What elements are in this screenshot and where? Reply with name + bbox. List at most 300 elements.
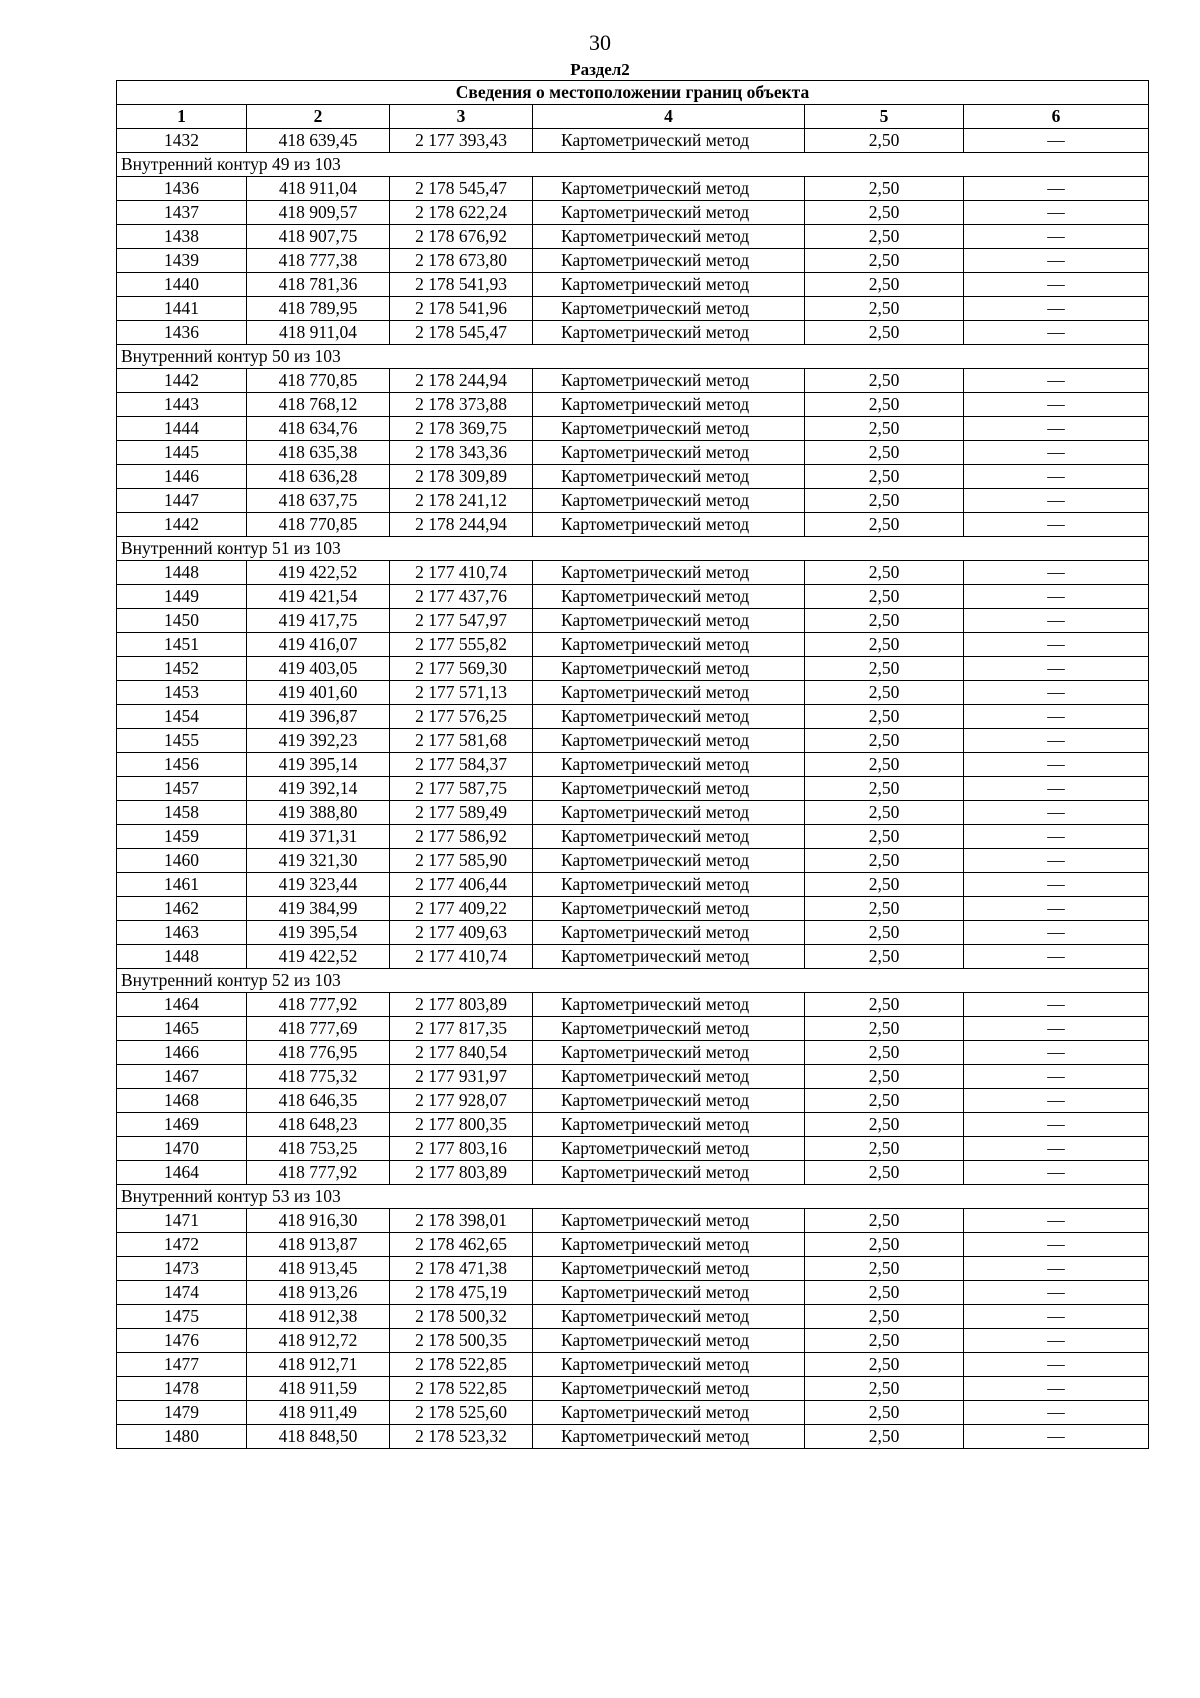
description-cell: — [964,129,1149,153]
accuracy-cell: 2,50 [805,1137,964,1161]
table-row [117,1065,1149,1089]
accuracy-cell: 2,50 [805,753,964,777]
description-cell: — [964,393,1149,417]
table-row [117,489,1149,513]
contour-group-row [117,345,1149,369]
point-number-cell: 1454 [117,705,247,729]
column-number: 2 [247,105,390,129]
accuracy-cell: 2,50 [805,633,964,657]
x-coordinate-cell: 419 422,52 [247,945,390,969]
method-cell: Картометрический метод [533,129,805,153]
description-cell: — [964,753,1149,777]
point-number-cell: 1470 [117,1137,247,1161]
table-row [117,681,1149,705]
accuracy-cell: 2,50 [805,1353,964,1377]
table-caption-row [117,81,1149,105]
table-row [117,441,1149,465]
boundary-table [116,80,1149,1449]
description-cell: — [964,417,1149,441]
description-cell: — [964,1353,1149,1377]
accuracy-cell: 2,50 [805,1257,964,1281]
accuracy-cell: 2,50 [805,489,964,513]
x-coordinate-cell: 418 777,38 [247,249,390,273]
x-coordinate-cell: 419 422,52 [247,561,390,585]
point-number-cell: 1459 [117,825,247,849]
method-cell: Картометрический метод [533,777,805,801]
description-cell: — [964,681,1149,705]
x-coordinate-cell: 418 907,75 [247,225,390,249]
accuracy-cell: 2,50 [805,1377,964,1401]
table-row [117,609,1149,633]
y-coordinate-cell: 2 177 576,25 [390,705,533,729]
description-cell: — [964,777,1149,801]
table-row [117,1137,1149,1161]
point-number-cell: 1466 [117,1041,247,1065]
method-cell: Картометрический метод [533,681,805,705]
x-coordinate-cell: 418 911,04 [247,321,390,345]
y-coordinate-cell: 2 178 673,80 [390,249,533,273]
point-number-cell: 1458 [117,801,247,825]
accuracy-cell: 2,50 [805,201,964,225]
accuracy-cell: 2,50 [805,1161,964,1185]
y-coordinate-cell: 2 178 525,60 [390,1401,533,1425]
description-cell: — [964,873,1149,897]
x-coordinate-cell: 419 371,31 [247,825,390,849]
table-row [117,129,1149,153]
description-cell: — [964,633,1149,657]
table-row [117,1281,1149,1305]
point-number-cell: 1465 [117,1017,247,1041]
accuracy-cell: 2,50 [805,249,964,273]
point-number-cell: 1449 [117,585,247,609]
description-cell: — [964,465,1149,489]
method-cell: Картометрический метод [533,825,805,849]
method-cell: Картометрический метод [533,1017,805,1041]
y-coordinate-cell: 2 177 817,35 [390,1017,533,1041]
point-number-cell: 1436 [117,177,247,201]
table-row [117,873,1149,897]
accuracy-cell: 2,50 [805,177,964,201]
column-number: 6 [964,105,1149,129]
accuracy-cell: 2,50 [805,849,964,873]
table-row [117,201,1149,225]
description-cell: — [964,585,1149,609]
method-cell: Картометрический метод [533,273,805,297]
accuracy-cell: 2,50 [805,825,964,849]
accuracy-cell: 2,50 [805,1425,964,1449]
description-cell: — [964,489,1149,513]
description-cell: — [964,945,1149,969]
x-coordinate-cell: 418 770,85 [247,513,390,537]
description-cell: — [964,1161,1149,1185]
method-cell: Картометрический метод [533,729,805,753]
x-coordinate-cell: 419 395,54 [247,921,390,945]
x-coordinate-cell: 419 403,05 [247,657,390,681]
point-number-cell: 1477 [117,1353,247,1377]
y-coordinate-cell: 2 177 410,74 [390,945,533,969]
accuracy-cell: 2,50 [805,225,964,249]
y-coordinate-cell: 2 178 545,47 [390,177,533,201]
accuracy-cell: 2,50 [805,585,964,609]
description-cell: — [964,1017,1149,1041]
table-row [117,273,1149,297]
accuracy-cell: 2,50 [805,777,964,801]
description-cell: — [964,1041,1149,1065]
y-coordinate-cell: 2 178 676,92 [390,225,533,249]
description-cell: — [964,897,1149,921]
method-cell: Картометрический метод [533,1041,805,1065]
x-coordinate-cell: 418 768,12 [247,393,390,417]
method-cell: Картометрический метод [533,1113,805,1137]
x-coordinate-cell: 419 384,99 [247,897,390,921]
x-coordinate-cell: 418 770,85 [247,369,390,393]
point-number-cell: 1462 [117,897,247,921]
y-coordinate-cell: 2 178 244,94 [390,369,533,393]
table-row [117,1377,1149,1401]
description-cell: — [964,801,1149,825]
accuracy-cell: 2,50 [805,417,964,441]
table-row [117,1329,1149,1353]
description-cell: — [964,1377,1149,1401]
x-coordinate-cell: 418 777,69 [247,1017,390,1041]
point-number-cell: 1441 [117,297,247,321]
method-cell: Картометрический метод [533,1401,805,1425]
table-row [117,705,1149,729]
y-coordinate-cell: 2 177 581,68 [390,729,533,753]
accuracy-cell: 2,50 [805,873,964,897]
method-cell: Картометрический метод [533,705,805,729]
y-coordinate-cell: 2 178 462,65 [390,1233,533,1257]
accuracy-cell: 2,50 [805,1113,964,1137]
x-coordinate-cell: 419 321,30 [247,849,390,873]
contour-group-row [117,537,1149,561]
point-number-cell: 1464 [117,993,247,1017]
y-coordinate-cell: 2 177 800,35 [390,1113,533,1137]
table-row [117,393,1149,417]
method-cell: Картометрический метод [533,1137,805,1161]
y-coordinate-cell: 2 177 555,82 [390,633,533,657]
method-cell: Картометрический метод [533,441,805,465]
y-coordinate-cell: 2 177 803,89 [390,1161,533,1185]
x-coordinate-cell: 418 913,87 [247,1233,390,1257]
method-cell: Картометрический метод [533,609,805,633]
table-row [117,1209,1149,1233]
method-cell: Картометрический метод [533,873,805,897]
accuracy-cell: 2,50 [805,1041,964,1065]
y-coordinate-cell: 2 178 373,88 [390,393,533,417]
method-cell: Картометрический метод [533,849,805,873]
accuracy-cell: 2,50 [805,1329,964,1353]
point-number-cell: 1453 [117,681,247,705]
x-coordinate-cell: 418 912,38 [247,1305,390,1329]
description-cell: — [964,1137,1149,1161]
x-coordinate-cell: 418 789,95 [247,297,390,321]
contour-group-label: Внутренний контур 53 из 103 [117,1185,1149,1209]
y-coordinate-cell: 2 178 541,93 [390,273,533,297]
accuracy-cell: 2,50 [805,273,964,297]
method-cell: Картометрический метод [533,1329,805,1353]
contour-group-label: Внутренний контур 49 из 103 [117,153,1149,177]
method-cell: Картометрический метод [533,249,805,273]
y-coordinate-cell: 2 177 393,43 [390,129,533,153]
y-coordinate-cell: 2 178 622,24 [390,201,533,225]
table-row [117,561,1149,585]
y-coordinate-cell: 2 177 587,75 [390,777,533,801]
y-coordinate-cell: 2 178 523,32 [390,1425,533,1449]
x-coordinate-cell: 418 916,30 [247,1209,390,1233]
point-number-cell: 1468 [117,1089,247,1113]
point-number-cell: 1443 [117,393,247,417]
column-number: 4 [533,105,805,129]
y-coordinate-cell: 2 177 928,07 [390,1089,533,1113]
column-numbers-row [117,105,1149,129]
y-coordinate-cell: 2 177 569,30 [390,657,533,681]
description-cell: — [964,1305,1149,1329]
method-cell: Картометрический метод [533,225,805,249]
x-coordinate-cell: 418 911,04 [247,177,390,201]
accuracy-cell: 2,50 [805,681,964,705]
method-cell: Картометрический метод [533,417,805,441]
accuracy-cell: 2,50 [805,801,964,825]
method-cell: Картометрический метод [533,1209,805,1233]
x-coordinate-cell: 418 646,35 [247,1089,390,1113]
accuracy-cell: 2,50 [805,609,964,633]
accuracy-cell: 2,50 [805,561,964,585]
point-number-cell: 1463 [117,921,247,945]
description-cell: — [964,297,1149,321]
point-number-cell: 1438 [117,225,247,249]
method-cell: Картометрический метод [533,1089,805,1113]
accuracy-cell: 2,50 [805,1401,964,1425]
y-coordinate-cell: 2 177 586,92 [390,825,533,849]
accuracy-cell: 2,50 [805,297,964,321]
x-coordinate-cell: 418 913,26 [247,1281,390,1305]
method-cell: Картометрический метод [533,897,805,921]
table-row [117,225,1149,249]
x-coordinate-cell: 419 388,80 [247,801,390,825]
table-row [117,777,1149,801]
table-row [117,1425,1149,1449]
method-cell: Картометрический метод [533,993,805,1017]
x-coordinate-cell: 418 636,28 [247,465,390,489]
table-row [117,513,1149,537]
point-number-cell: 1478 [117,1377,247,1401]
description-cell: — [964,201,1149,225]
accuracy-cell: 2,50 [805,393,964,417]
method-cell: Картометрический метод [533,801,805,825]
point-number-cell: 1448 [117,945,247,969]
x-coordinate-cell: 418 648,23 [247,1113,390,1137]
contour-group-label: Внутренний контур 51 из 103 [117,537,1149,561]
x-coordinate-cell: 418 848,50 [247,1425,390,1449]
description-cell: — [964,225,1149,249]
y-coordinate-cell: 2 177 803,89 [390,993,533,1017]
description-cell: — [964,177,1149,201]
y-coordinate-cell: 2 178 475,19 [390,1281,533,1305]
table-row [117,321,1149,345]
contour-group-row [117,153,1149,177]
point-number-cell: 1473 [117,1257,247,1281]
accuracy-cell: 2,50 [805,921,964,945]
x-coordinate-cell: 419 396,87 [247,705,390,729]
method-cell: Картометрический метод [533,585,805,609]
point-number-cell: 1472 [117,1233,247,1257]
column-number: 3 [390,105,533,129]
point-number-cell: 1451 [117,633,247,657]
table-row [117,945,1149,969]
table-row [117,249,1149,273]
y-coordinate-cell: 2 178 309,89 [390,465,533,489]
method-cell: Картометрический метод [533,297,805,321]
x-coordinate-cell: 418 777,92 [247,1161,390,1185]
y-coordinate-cell: 2 177 803,16 [390,1137,533,1161]
y-coordinate-cell: 2 178 541,96 [390,297,533,321]
method-cell: Картометрический метод [533,1425,805,1449]
description-cell: — [964,273,1149,297]
table-row [117,849,1149,873]
point-number-cell: 1450 [117,609,247,633]
y-coordinate-cell: 2 177 585,90 [390,849,533,873]
y-coordinate-cell: 2 178 369,75 [390,417,533,441]
table-row [117,1041,1149,1065]
method-cell: Картометрический метод [533,1377,805,1401]
column-number: 5 [805,105,964,129]
point-number-cell: 1448 [117,561,247,585]
point-number-cell: 1464 [117,1161,247,1185]
description-cell: — [964,441,1149,465]
y-coordinate-cell: 2 177 410,74 [390,561,533,585]
accuracy-cell: 2,50 [805,321,964,345]
x-coordinate-cell: 418 634,76 [247,417,390,441]
table-row [117,465,1149,489]
point-number-cell: 1437 [117,201,247,225]
y-coordinate-cell: 2 177 931,97 [390,1065,533,1089]
method-cell: Картометрический метод [533,657,805,681]
description-cell: — [964,1233,1149,1257]
method-cell: Картометрический метод [533,753,805,777]
method-cell: Картометрический метод [533,921,805,945]
section-title: Раздел2 [570,60,630,79]
y-coordinate-cell: 2 178 500,32 [390,1305,533,1329]
x-coordinate-cell: 418 912,72 [247,1329,390,1353]
y-coordinate-cell: 2 178 471,38 [390,1257,533,1281]
table-row [117,1089,1149,1113]
contour-group-label: Внутренний контур 50 из 103 [117,345,1149,369]
x-coordinate-cell: 419 323,44 [247,873,390,897]
table-row [117,897,1149,921]
description-cell: — [964,1209,1149,1233]
contour-group-row [117,1185,1149,1209]
table-row [117,369,1149,393]
accuracy-cell: 2,50 [805,705,964,729]
description-cell: — [964,561,1149,585]
point-number-cell: 1467 [117,1065,247,1089]
description-cell: — [964,609,1149,633]
table-row [117,921,1149,945]
accuracy-cell: 2,50 [805,513,964,537]
x-coordinate-cell: 418 909,57 [247,201,390,225]
point-number-cell: 1436 [117,321,247,345]
point-number-cell: 1475 [117,1305,247,1329]
method-cell: Картометрический метод [533,1257,805,1281]
description-cell: — [964,1065,1149,1089]
description-cell: — [964,1257,1149,1281]
x-coordinate-cell: 418 775,32 [247,1065,390,1089]
table-row [117,633,1149,657]
description-cell: — [964,1329,1149,1353]
x-coordinate-cell: 418 635,38 [247,441,390,465]
point-number-cell: 1480 [117,1425,247,1449]
accuracy-cell: 2,50 [805,1305,964,1329]
description-cell: — [964,321,1149,345]
x-coordinate-cell: 418 639,45 [247,129,390,153]
y-coordinate-cell: 2 177 589,49 [390,801,533,825]
description-cell: — [964,993,1149,1017]
y-coordinate-cell: 2 177 409,22 [390,897,533,921]
table-row [117,657,1149,681]
accuracy-cell: 2,50 [805,1209,964,1233]
x-coordinate-cell: 418 637,75 [247,489,390,513]
table-row [117,801,1149,825]
y-coordinate-cell: 2 177 437,76 [390,585,533,609]
description-cell: — [964,369,1149,393]
accuracy-cell: 2,50 [805,993,964,1017]
point-number-cell: 1457 [117,777,247,801]
accuracy-cell: 2,50 [805,945,964,969]
x-coordinate-cell: 418 911,59 [247,1377,390,1401]
accuracy-cell: 2,50 [805,441,964,465]
accuracy-cell: 2,50 [805,729,964,753]
method-cell: Картометрический метод [533,513,805,537]
method-cell: Картометрический метод [533,393,805,417]
method-cell: Картометрический метод [533,1065,805,1089]
method-cell: Картометрический метод [533,201,805,225]
accuracy-cell: 2,50 [805,657,964,681]
x-coordinate-cell: 418 911,49 [247,1401,390,1425]
y-coordinate-cell: 2 178 343,36 [390,441,533,465]
method-cell: Картометрический метод [533,177,805,201]
point-number-cell: 1452 [117,657,247,681]
y-coordinate-cell: 2 177 840,54 [390,1041,533,1065]
x-coordinate-cell: 419 392,14 [247,777,390,801]
description-cell: — [964,1113,1149,1137]
y-coordinate-cell: 2 177 409,63 [390,921,533,945]
table-row [117,1257,1149,1281]
point-number-cell: 1471 [117,1209,247,1233]
table-row [117,1161,1149,1185]
table-row [117,1401,1149,1425]
x-coordinate-cell: 419 392,23 [247,729,390,753]
accuracy-cell: 2,50 [805,1017,964,1041]
x-coordinate-cell: 418 777,92 [247,993,390,1017]
description-cell: — [964,849,1149,873]
point-number-cell: 1479 [117,1401,247,1425]
x-coordinate-cell: 418 753,25 [247,1137,390,1161]
x-coordinate-cell: 418 781,36 [247,273,390,297]
accuracy-cell: 2,50 [805,129,964,153]
y-coordinate-cell: 2 178 522,85 [390,1377,533,1401]
table-row [117,993,1149,1017]
boundary-table-body [117,81,1149,1449]
x-coordinate-cell: 418 776,95 [247,1041,390,1065]
point-number-cell: 1461 [117,873,247,897]
accuracy-cell: 2,50 [805,1281,964,1305]
y-coordinate-cell: 2 178 244,94 [390,513,533,537]
point-number-cell: 1460 [117,849,247,873]
table-row [117,1353,1149,1377]
point-number-cell: 1444 [117,417,247,441]
point-number-cell: 1442 [117,513,247,537]
